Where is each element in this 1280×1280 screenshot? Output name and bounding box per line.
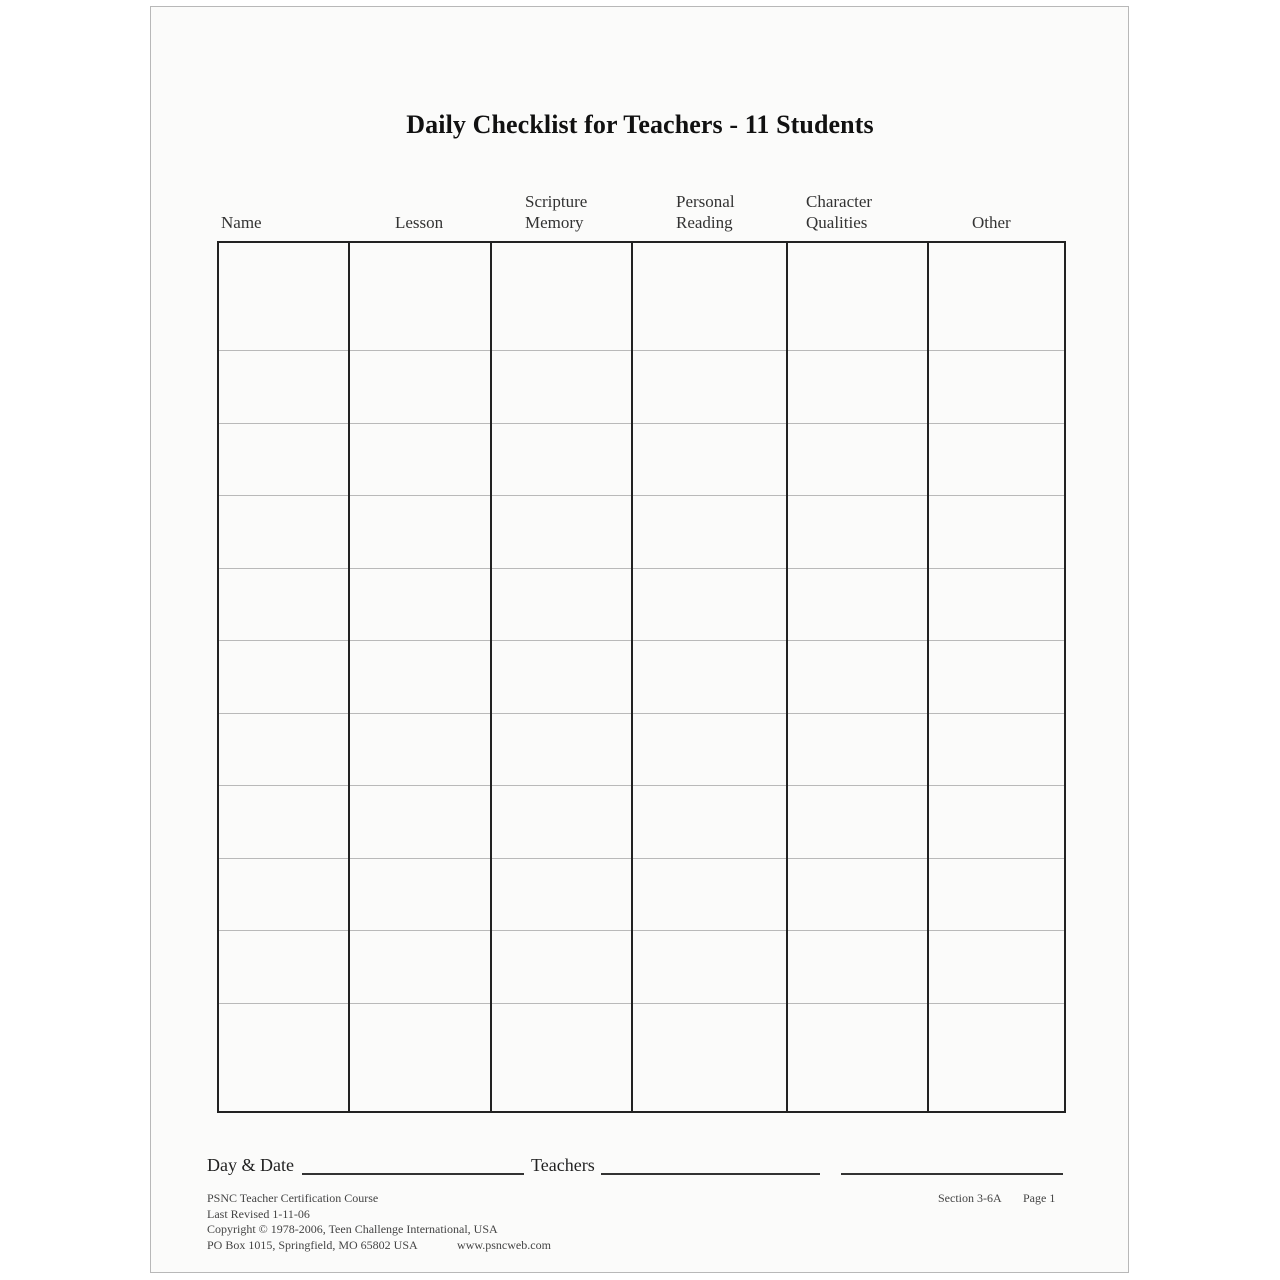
cell-scripture-memory[interactable] (491, 931, 632, 1004)
cell-name[interactable] (218, 786, 349, 859)
cell-other[interactable] (928, 713, 1065, 786)
cell-scripture-memory[interactable] (491, 568, 632, 641)
cell-personal-reading[interactable] (632, 858, 787, 931)
cell-other[interactable] (928, 568, 1065, 641)
cell-lesson[interactable] (349, 1003, 491, 1112)
cell-other[interactable] (928, 641, 1065, 714)
cell-character-qualities[interactable] (787, 496, 928, 569)
column-header-character-qualities: Character Qualities (806, 192, 873, 232)
cell-name[interactable] (218, 351, 349, 424)
table-row (218, 713, 1065, 786)
cell-personal-reading[interactable] (632, 641, 787, 714)
cell-lesson[interactable] (349, 713, 491, 786)
cell-personal-reading[interactable] (632, 786, 787, 859)
table-row (218, 496, 1065, 569)
cell-scripture-memory[interactable] (491, 496, 632, 569)
footer-copyright: Copyright © 1978-2006, Teen Challenge International, USA (207, 1222, 498, 1236)
table-row (218, 423, 1065, 496)
column-header-name: Name (221, 213, 262, 232)
page-title: Daily Checklist for Teachers - 11 Students (406, 110, 874, 139)
table-row (218, 858, 1065, 931)
cell-personal-reading[interactable] (632, 713, 787, 786)
footer-section: Section 3-6A (938, 1191, 1001, 1205)
cell-other[interactable] (928, 496, 1065, 569)
cell-personal-reading[interactable] (632, 496, 787, 569)
cell-lesson[interactable] (349, 496, 491, 569)
footer-course: PSNC Teacher Certification Course (207, 1191, 379, 1205)
cell-name[interactable] (218, 242, 349, 351)
cell-lesson[interactable] (349, 568, 491, 641)
cell-other[interactable] (928, 242, 1065, 351)
cell-personal-reading[interactable] (632, 423, 787, 496)
cell-lesson[interactable] (349, 423, 491, 496)
cell-name[interactable] (218, 568, 349, 641)
cell-name[interactable] (218, 496, 349, 569)
cell-scripture-memory[interactable] (491, 641, 632, 714)
cell-scripture-memory[interactable] (491, 242, 632, 351)
teachers-label: Teachers (531, 1155, 595, 1175)
teacher-2-field[interactable] (841, 1173, 1063, 1175)
cell-scripture-memory[interactable] (491, 786, 632, 859)
column-header-scripture-memory: Scripture Memory (525, 192, 588, 232)
cell-other[interactable] (928, 351, 1065, 424)
cell-name[interactable] (218, 931, 349, 1004)
table-row (218, 641, 1065, 714)
table-row (218, 568, 1065, 641)
cell-scripture-memory[interactable] (491, 1003, 632, 1112)
cell-character-qualities[interactable] (787, 641, 928, 714)
cell-scripture-memory[interactable] (491, 351, 632, 424)
cell-other[interactable] (928, 1003, 1065, 1112)
table-row (218, 351, 1065, 424)
footer-revised: Last Revised 1-11-06 (207, 1206, 310, 1221)
table-row (218, 1003, 1065, 1112)
table-row (218, 786, 1065, 859)
teacher-1-field[interactable] (601, 1173, 820, 1175)
cell-personal-reading[interactable] (632, 242, 787, 351)
footer-right (938, 1191, 1055, 1207)
cell-personal-reading[interactable] (632, 931, 787, 1004)
cell-character-qualities[interactable] (787, 568, 928, 641)
cell-character-qualities[interactable] (787, 931, 928, 1004)
cell-name[interactable] (218, 641, 349, 714)
cell-other[interactable] (928, 931, 1065, 1004)
cell-personal-reading[interactable] (632, 568, 787, 641)
cell-character-qualities[interactable] (787, 786, 928, 859)
cell-character-qualities[interactable] (787, 423, 928, 496)
cell-other[interactable] (928, 786, 1065, 859)
table-row (218, 242, 1065, 351)
column-header-personal-reading: Personal Reading (676, 192, 735, 232)
cell-scripture-memory[interactable] (491, 858, 632, 931)
footer-website: www.psncweb.com (457, 1237, 551, 1252)
cell-lesson[interactable] (349, 641, 491, 714)
cell-personal-reading[interactable] (632, 1003, 787, 1112)
cell-scripture-memory[interactable] (491, 713, 632, 786)
column-header-lesson: Lesson (395, 213, 444, 232)
footer-left (207, 1191, 551, 1253)
cell-other[interactable] (928, 858, 1065, 931)
cell-lesson[interactable] (349, 858, 491, 931)
cell-lesson[interactable] (349, 242, 491, 351)
footer-address: PO Box 1015, Springfield, MO 65802 USA www.psncweb.com (207, 1237, 551, 1252)
cell-character-qualities[interactable] (787, 858, 928, 931)
cell-name[interactable] (218, 713, 349, 786)
column-header-other: Other (972, 213, 1011, 232)
cell-name[interactable] (218, 423, 349, 496)
footer-page-number: Page 1 (1023, 1191, 1056, 1205)
day-date-field[interactable] (302, 1173, 524, 1175)
cell-character-qualities[interactable] (787, 242, 928, 351)
cell-lesson[interactable] (349, 786, 491, 859)
cell-name[interactable] (218, 1003, 349, 1112)
cell-other[interactable] (928, 423, 1065, 496)
cell-lesson[interactable] (349, 351, 491, 424)
cell-character-qualities[interactable] (787, 713, 928, 786)
cell-personal-reading[interactable] (632, 351, 787, 424)
table-row (218, 931, 1065, 1004)
cell-name[interactable] (218, 858, 349, 931)
cell-scripture-memory[interactable] (491, 423, 632, 496)
cell-lesson[interactable] (349, 931, 491, 1004)
day-date-label: Day & Date (207, 1155, 294, 1175)
cell-character-qualities[interactable] (787, 351, 928, 424)
cell-character-qualities[interactable] (787, 1003, 928, 1112)
checklist-table (217, 241, 1066, 1113)
